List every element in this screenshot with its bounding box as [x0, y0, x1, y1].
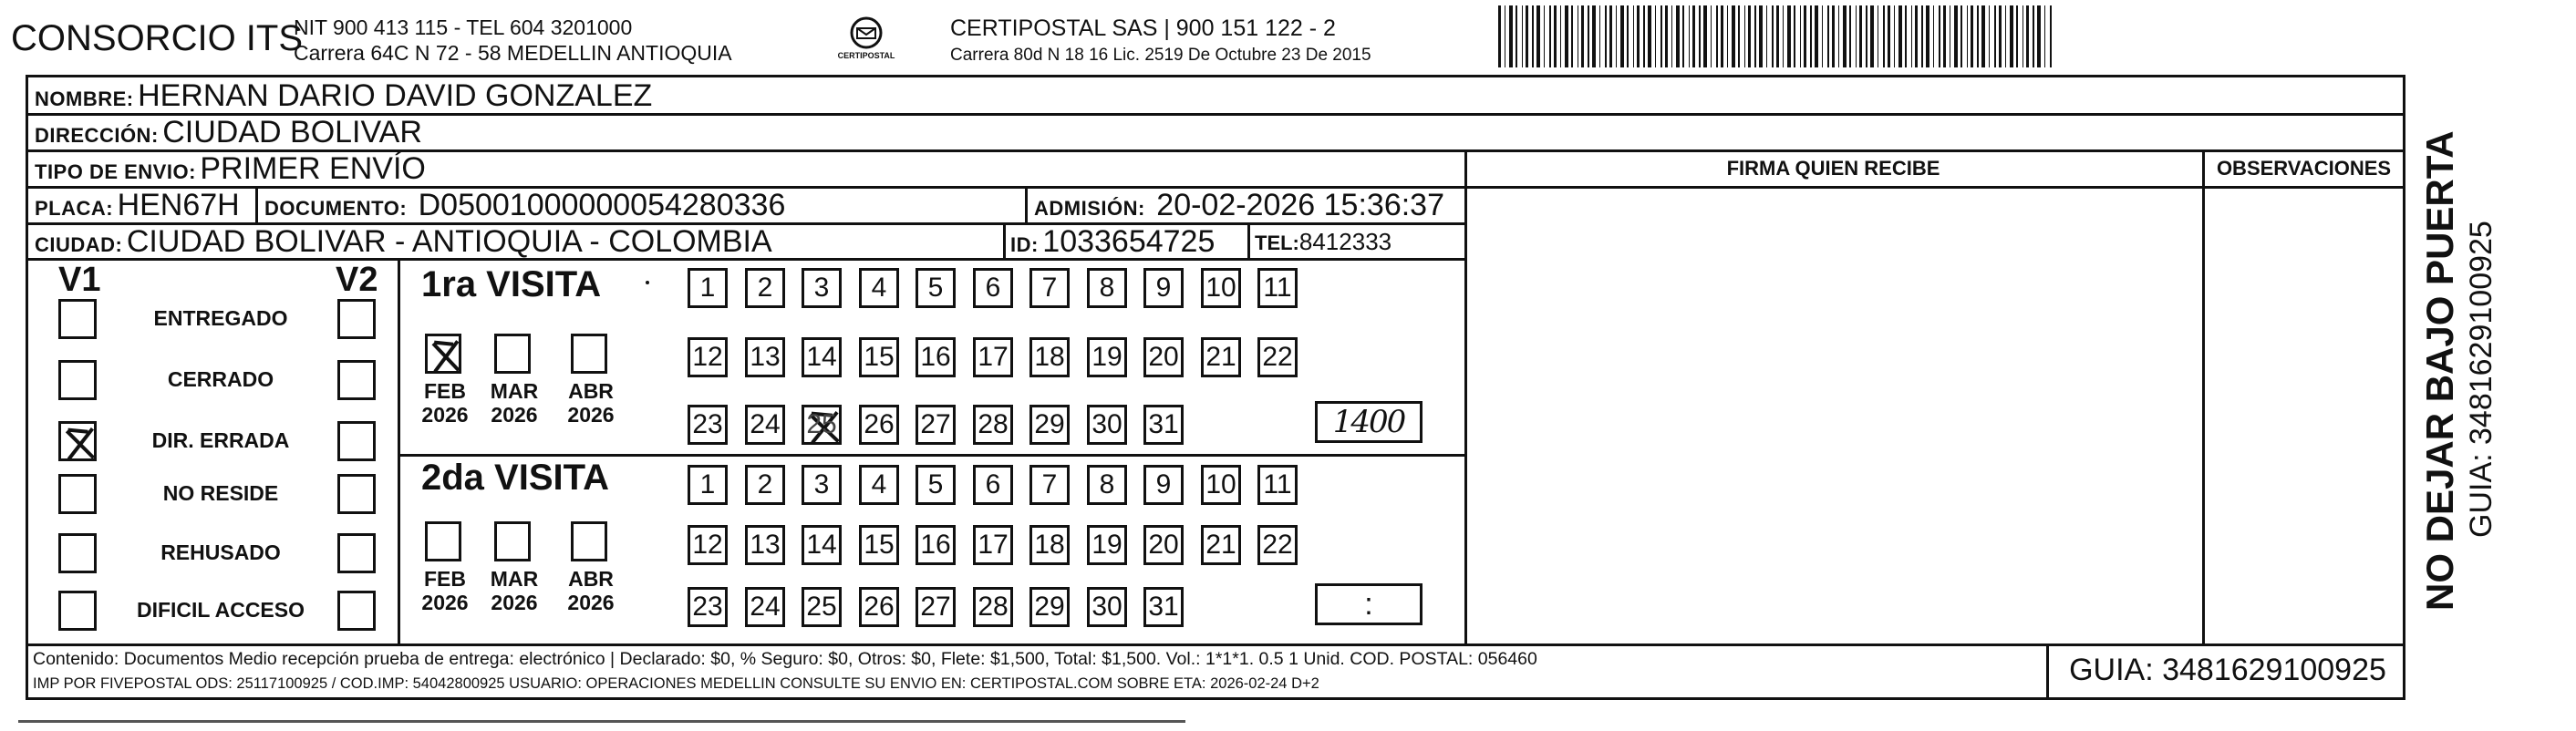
month-label: [558, 379, 624, 427]
barcode-bar: [2037, 5, 2041, 67]
placa-cell: [35, 188, 240, 223]
month-label: [412, 567, 478, 614]
barcode-bar: [1689, 5, 1690, 67]
barcode-bar: [1605, 5, 1607, 67]
barcode-bar: [2005, 5, 2006, 67]
barcode-bar: [1926, 5, 1929, 67]
company-name: CONSORCIO ITS: [11, 18, 304, 58]
barcode-bar: [1532, 5, 1534, 67]
tipo-row: [35, 151, 426, 187]
barcode-bar: [1827, 5, 1829, 67]
barcode-bar: [1754, 5, 1756, 67]
v2-checkbox[interactable]: [337, 591, 376, 631]
barcode: [1498, 5, 2056, 67]
day-box[interactable]: 6: [973, 268, 1013, 308]
company-info: [294, 15, 732, 66]
status-label: REHUSADO: [160, 541, 281, 564]
barcode-bar: [1898, 5, 1902, 67]
tel-value: 8412333: [1298, 228, 1392, 255]
barcode-bar: [1883, 5, 1885, 67]
time-value: :: [1364, 587, 1373, 622]
side-warning: NO DEJAR BAJO PUERTA: [2418, 130, 2461, 611]
day-box[interactable]: 11: [1257, 268, 1298, 308]
barcode-bar: [1699, 5, 1701, 67]
barcode-bar: [1581, 5, 1584, 67]
barcode-bar: [1994, 5, 1996, 67]
barcode-bar: [1544, 5, 1545, 67]
barcode-bar: [1633, 5, 1634, 67]
v1-checkbox[interactable]: [58, 360, 97, 400]
day-box[interactable]: 5: [916, 465, 956, 505]
day-box[interactable]: 30: [1087, 405, 1127, 445]
day-box[interactable]: 22: [1257, 337, 1298, 377]
company-nit: NIT 900 413 115 - TEL 604 3201000: [294, 15, 633, 39]
barcode-bar: [1967, 5, 1968, 67]
v1-checkbox[interactable]: [58, 533, 97, 573]
barcode-bar: [1692, 5, 1695, 67]
barcode-bar: [1759, 5, 1763, 67]
day-box[interactable]: 10: [1201, 268, 1241, 308]
barcode-bar: [1971, 5, 1973, 67]
day-box[interactable]: 8: [1087, 465, 1127, 505]
admision-cell: [1034, 188, 1444, 223]
barcode-bar: [1676, 5, 1680, 67]
barcode-bar: [1800, 5, 1801, 67]
documento-value: D05001000000054280336: [418, 188, 786, 222]
barcode-bar: [1856, 5, 1857, 67]
ciudad-cell: [35, 224, 772, 260]
barcode-bar: [1999, 5, 2002, 67]
day-box[interactable]: 20: [1143, 337, 1184, 377]
barcode-bar: [1616, 5, 1617, 67]
barcode-bar: [1554, 5, 1557, 67]
month-year: 2026: [421, 403, 469, 427]
day-box[interactable]: 20: [1143, 525, 1184, 565]
barcode-bar: [1843, 5, 1847, 67]
month-checkbox[interactable]: [571, 521, 607, 561]
firma-header: FIRMA QUIEN RECIBE: [1726, 157, 1940, 180]
day-box[interactable]: 18: [1029, 525, 1070, 565]
courier-license: Carrera 80d N 18 16 Lic. 2519 De Octubre 23 De 2015: [950, 46, 1371, 65]
barcode-bar: [1671, 5, 1672, 67]
barcode-bar: [1526, 5, 1528, 67]
barcode-bar: [1498, 5, 1501, 67]
barcode-bar: [2033, 5, 2034, 67]
barcode-bar: [1832, 5, 1835, 67]
barcode-bar: [1981, 5, 1985, 67]
side-guia: GUIA: 3481629100925: [2464, 221, 2498, 538]
status-label: ENTREGADO: [153, 306, 288, 330]
v2-checkbox[interactable]: [337, 360, 376, 400]
courier-name: CERTIPOSTAL SAS | 900 151 122 - 2: [950, 15, 1336, 41]
time-box[interactable]: [1315, 401, 1422, 443]
month-label: [558, 567, 624, 614]
day-box[interactable]: 1: [688, 268, 728, 308]
day-box[interactable]: 16: [916, 525, 956, 565]
barcode-bar: [1815, 5, 1818, 67]
barcode-bar: [1921, 5, 1923, 67]
placa-value: HEN67H: [117, 188, 240, 222]
barcode-bar: [1939, 5, 1940, 67]
barcode-bar: [1516, 5, 1517, 67]
day-box[interactable]: 4: [859, 268, 899, 308]
barcode-bar: [2044, 5, 2045, 67]
day-box[interactable]: 27: [916, 587, 956, 627]
barcode-bar: [1716, 5, 1718, 67]
logo-text: CERTIPOSTAL: [837, 51, 895, 60]
day-box[interactable]: 5: [916, 268, 956, 308]
month-name: ABR: [568, 567, 614, 591]
day-box[interactable]: 24: [745, 405, 785, 445]
barcode-bar: [1637, 5, 1640, 67]
barcode-bar: [1888, 5, 1890, 67]
month-checkbox[interactable]: [494, 334, 531, 374]
barcode-bar: [1738, 5, 1740, 67]
barcode-bar: [1894, 5, 1895, 67]
courier-info: [950, 15, 1371, 69]
barcode-bar: [1643, 5, 1645, 67]
id-value: 1033654725: [1042, 224, 1216, 259]
barcode-bar: [1977, 5, 1979, 67]
barcode-bar: [1859, 5, 1862, 67]
day-box[interactable]: 12: [688, 337, 728, 377]
month-name: ABR: [568, 379, 614, 403]
ciudad-value: CIUDAD BOLIVAR - ANTIOQUIA - COLOMBIA: [126, 224, 772, 259]
month-year: 2026: [491, 403, 538, 427]
check-mark: [61, 424, 99, 464]
day-box[interactable]: 28: [973, 405, 1013, 445]
barcode-bar: [1549, 5, 1551, 67]
barcode-bar: [1609, 5, 1612, 67]
company-address: Carrera 64C N 72 - 58 MEDELLIN ANTIOQUIA: [294, 41, 732, 65]
day-box[interactable]: 29: [1029, 587, 1070, 627]
barcode-bar: [1943, 5, 1946, 67]
barcode-bar: [1660, 5, 1662, 67]
barcode-bar: [1849, 5, 1851, 67]
footer-content: [33, 647, 2039, 696]
barcode-bar: [1732, 5, 1735, 67]
barcode-bar: [1766, 5, 1767, 67]
day-box[interactable]: 18: [1029, 337, 1070, 377]
v1-checkbox[interactable]: [58, 299, 97, 339]
day-box[interactable]: 8: [1087, 268, 1127, 308]
v2-checkbox[interactable]: [337, 299, 376, 339]
tel-label: TEL:: [1255, 232, 1299, 254]
day-box[interactable]: 22: [1257, 525, 1298, 565]
day-box[interactable]: 14: [802, 337, 842, 377]
day-box[interactable]: 19: [1087, 337, 1127, 377]
day-box[interactable]: 23: [688, 405, 728, 445]
day-box[interactable]: 9: [1143, 268, 1184, 308]
day-box[interactable]: 21: [1201, 337, 1241, 377]
month-year: 2026: [491, 591, 538, 614]
day-box[interactable]: 29: [1029, 405, 1070, 445]
day-box[interactable]: 19: [1087, 525, 1127, 565]
day-box[interactable]: 17: [973, 525, 1013, 565]
v2-checkbox[interactable]: [337, 421, 376, 461]
barcode-bar: [1727, 5, 1728, 67]
visit1-title: 1ra VISITA: [421, 264, 602, 304]
direccion-label: DIRECCIÓN:: [35, 124, 159, 147]
month-name: MAR: [490, 379, 539, 403]
barcode-bar: [1838, 5, 1839, 67]
day-box[interactable]: 30: [1087, 587, 1127, 627]
barcode-bar: [1822, 5, 1823, 67]
barcode-bar: [1744, 5, 1745, 67]
day-box[interactable]: 25: [802, 587, 842, 627]
day-box[interactable]: 2: [745, 465, 785, 505]
documento-label: DOCUMENTO:: [264, 197, 408, 220]
month-label: [412, 379, 478, 427]
day-box[interactable]: 3: [802, 465, 842, 505]
day-box[interactable]: 12: [688, 525, 728, 565]
barcode-bar: [1627, 5, 1629, 67]
barcode-bar: [1711, 5, 1712, 67]
month-year: 2026: [567, 591, 615, 614]
month-checkbox[interactable]: [571, 334, 607, 374]
day-box[interactable]: 1: [688, 465, 728, 505]
day-box[interactable]: 9: [1143, 465, 1184, 505]
month-label: [481, 379, 547, 427]
barcode-bar: [1776, 5, 1779, 67]
ink-dot: [646, 281, 649, 284]
day-box[interactable]: 7: [1029, 268, 1070, 308]
day-box[interactable]: 13: [745, 525, 785, 565]
certipostal-logo: [832, 13, 901, 64]
barcode-bar: [1905, 5, 1907, 67]
day-box[interactable]: 15: [859, 337, 899, 377]
barcode-bar: [1560, 5, 1561, 67]
v1-checkbox[interactable]: [58, 474, 97, 514]
time-value: 1400: [1332, 404, 1405, 440]
v1-checkbox[interactable]: [58, 591, 97, 631]
barcode-bar: [1665, 5, 1668, 67]
id-label: ID:: [1010, 233, 1039, 256]
check-mark: [428, 336, 464, 376]
month-name: FEB: [424, 567, 466, 591]
barcode-bar: [1989, 5, 1990, 67]
v1-checkbox[interactable]: [58, 421, 97, 461]
day-box[interactable]: 23: [688, 587, 728, 627]
day-box[interactable]: 16: [916, 337, 956, 377]
barcode-bar: [1682, 5, 1684, 67]
month-name: FEB: [424, 379, 466, 403]
day-box[interactable]: 31: [1143, 405, 1184, 445]
barcode-bar: [1810, 5, 1812, 67]
v2-checkbox[interactable]: [337, 474, 376, 514]
day-box[interactable]: 10: [1201, 465, 1241, 505]
barcode-bar: [1565, 5, 1568, 67]
barcode-bar: [2010, 5, 2013, 67]
day-box[interactable]: [802, 405, 842, 445]
direccion-row: [35, 115, 422, 150]
nombre-row: [35, 78, 652, 114]
barcode-bar: [1794, 5, 1795, 67]
visit2-title: 2da VISITA: [421, 458, 609, 498]
barcode-bar: [2026, 5, 2029, 67]
day-box[interactable]: 14: [802, 525, 842, 565]
day-box[interactable]: 21: [1201, 525, 1241, 565]
barcode-bar: [1592, 5, 1596, 67]
barcode-bar: [1915, 5, 1918, 67]
barcode-bar: [1954, 5, 1958, 67]
barcode-bar: [1509, 5, 1513, 67]
footer-guia: GUIA: 3481629100925: [2069, 653, 2386, 687]
direccion-value: CIUDAD BOLIVAR: [162, 115, 422, 149]
day-box[interactable]: 31: [1143, 587, 1184, 627]
barcode-bar: [1571, 5, 1573, 67]
v1-header: V1: [58, 261, 101, 299]
day-box[interactable]: 13: [745, 337, 785, 377]
barcode-bar: [1721, 5, 1723, 67]
day-box[interactable]: 3: [802, 268, 842, 308]
v2-header: V2: [336, 261, 378, 299]
scan-edge: [18, 720, 1185, 723]
barcode-bar: [1911, 5, 1912, 67]
barcode-bar: [1866, 5, 1867, 67]
time-box[interactable]: [1315, 583, 1422, 625]
documento-cell: [264, 188, 785, 223]
observaciones-header: OBSERVACIONES: [2216, 157, 2392, 180]
barcode-bar: [2016, 5, 2018, 67]
barcode-bar: [1599, 5, 1600, 67]
barcode-bar: [1703, 5, 1707, 67]
day-box[interactable]: 2: [745, 268, 785, 308]
id-cell: [1010, 224, 1215, 260]
barcode-bar: [1648, 5, 1651, 67]
barcode-bar: [1933, 5, 1934, 67]
tipo-label: TIPO DE ENVIO:: [35, 160, 196, 183]
day-box[interactable]: 7: [1029, 465, 1070, 505]
barcode-bar: [1522, 5, 1523, 67]
month-name: MAR: [490, 567, 539, 591]
day-box[interactable]: 6: [973, 465, 1013, 505]
day-box[interactable]: 28: [973, 587, 1013, 627]
nombre-label: NOMBRE:: [35, 88, 134, 110]
admision-label: ADMISIÓN:: [1034, 197, 1145, 220]
tel-cell: [1255, 228, 1391, 256]
barcode-bar: [1772, 5, 1774, 67]
month-year: 2026: [567, 403, 615, 427]
barcode-bar: [1655, 5, 1656, 67]
barcode-bar: [1787, 5, 1791, 67]
day-box[interactable]: 26: [859, 405, 899, 445]
barcode-bar: [1588, 5, 1589, 67]
nombre-value: HERNAN DARIO DAVID GONZALEZ: [138, 78, 653, 113]
status-label: DIR. ERRADA: [151, 428, 290, 452]
month-year: 2026: [421, 591, 469, 614]
status-label: DIFICIL ACCESO: [136, 598, 305, 622]
barcode-bar: [1620, 5, 1624, 67]
status-label: CERRADO: [167, 367, 274, 391]
placa-label: PLACA:: [35, 197, 114, 220]
footer-line-2: IMP POR FIVEPOSTAL ODS: 25117100925 / COD.IMP: 54042800925 USUARIO: OPERACIONES MEDELLIN CONSULTE SU ENVIO EN: CERTIPOSTAL.COM SOBRE ETA: 2026-02-24 D+2: [33, 675, 1319, 692]
barcode-bar: [2050, 5, 2052, 67]
footer-line-1: Contenido: Documentos Medio recepción prueba de entrega: electrónico | Declarado: $0, % Seguro: $0, Otros: $0, Flete: $1,500, Total: $1,500. Vol.: 1*1*1. 0.5 1 Unid. COD. POSTAL: 056460: [33, 649, 1537, 669]
day-number: 25: [806, 409, 837, 439]
v2-checkbox[interactable]: [337, 533, 376, 573]
barcode-bar: [1783, 5, 1784, 67]
barcode-bar: [1536, 5, 1540, 67]
day-box[interactable]: 27: [916, 405, 956, 445]
day-box[interactable]: 11: [1257, 465, 1298, 505]
barcode-bar: [1748, 5, 1751, 67]
day-box[interactable]: 24: [745, 587, 785, 627]
month-label: [481, 567, 547, 614]
month-checkbox[interactable]: [425, 521, 461, 561]
month-checkbox[interactable]: [494, 521, 531, 561]
admision-value: 20-02-2026 15:36:37: [1156, 188, 1444, 222]
status-label: NO RESIDE: [162, 481, 279, 505]
barcode-bar: [1960, 5, 1962, 67]
tipo-value: PRIMER ENVÍO: [200, 151, 426, 186]
day-box[interactable]: 17: [973, 337, 1013, 377]
barcode-bar: [1870, 5, 1874, 67]
month-checkbox[interactable]: [425, 334, 461, 374]
barcode-bar: [1804, 5, 1806, 67]
day-box[interactable]: 15: [859, 525, 899, 565]
day-box[interactable]: 4: [859, 465, 899, 505]
ciudad-label: CIUDAD:: [35, 233, 123, 256]
day-box[interactable]: 26: [859, 587, 899, 627]
